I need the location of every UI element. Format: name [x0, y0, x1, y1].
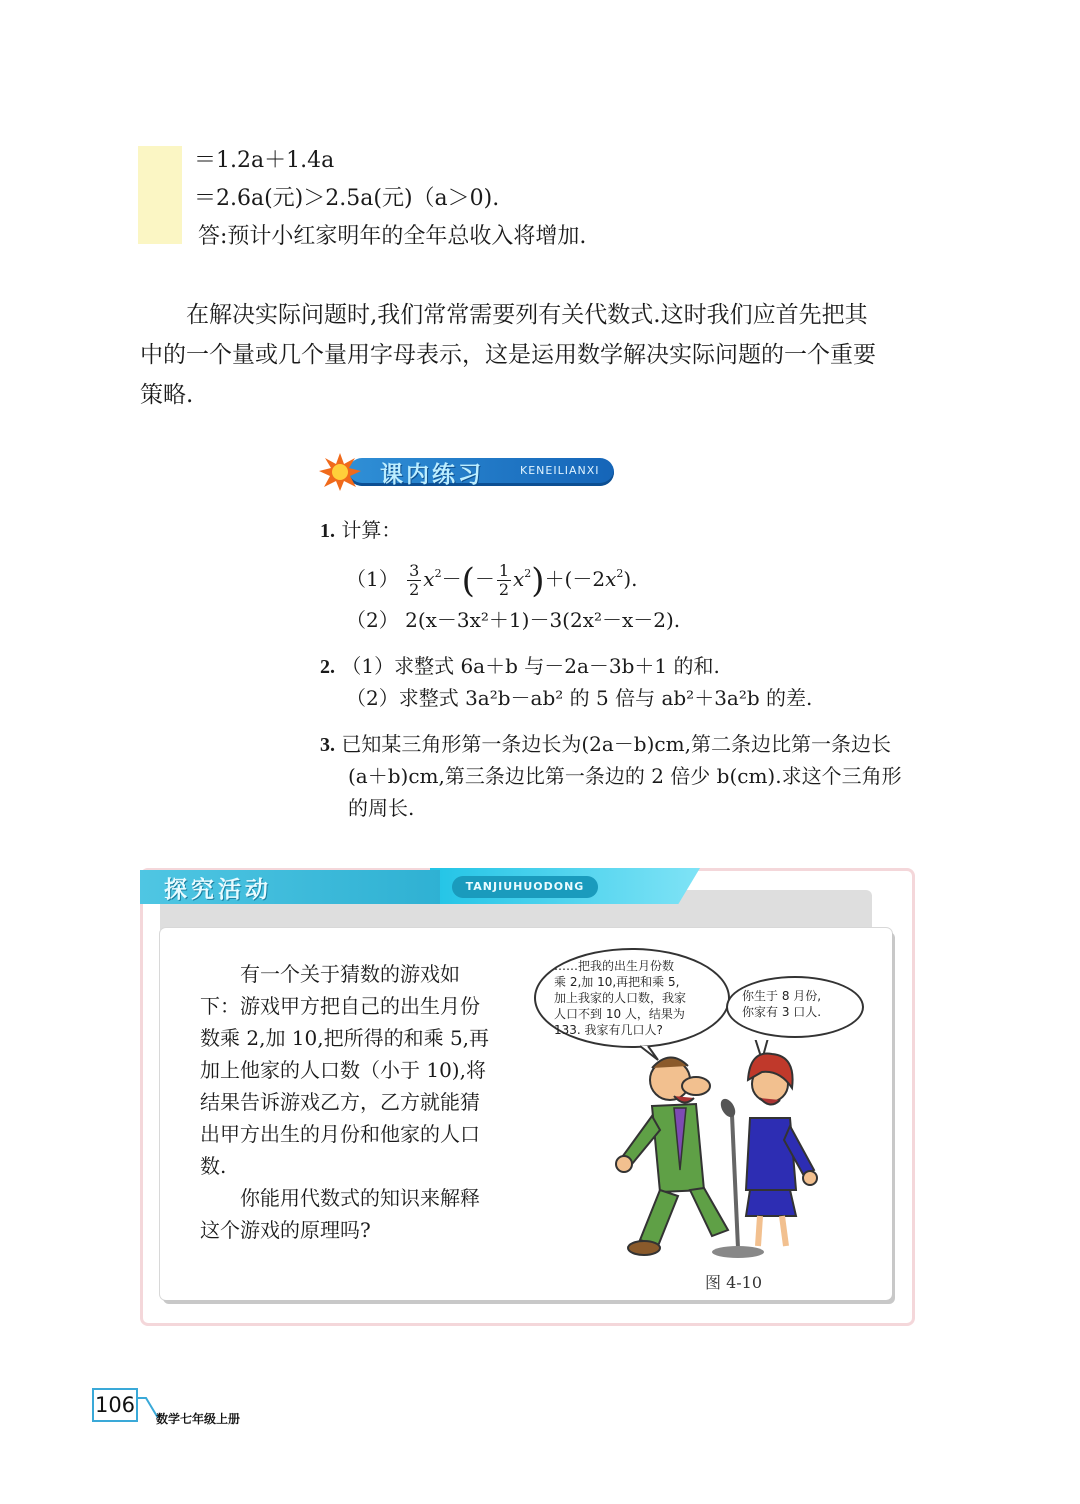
explore-subtitle: TANJIUHUODONG	[452, 876, 598, 898]
explore-title: 探究活动	[164, 877, 272, 903]
bubble-tail	[640, 1046, 658, 1060]
bubble-man-line: ……把我的出生月份数	[554, 959, 675, 973]
strategy-paragraph	[140, 295, 950, 415]
story-line: 数.	[200, 1154, 227, 1178]
book-title: 数学七年级上册	[156, 1412, 241, 1426]
question-1-part-1: （1） $\frac{3}{2}$ $x^2-(-$ $\frac{1}{2}$ $x^2)+(-2x^2)$.	[346, 561, 638, 601]
explore-banner	[140, 868, 700, 906]
question-3	[320, 728, 891, 761]
q2-part1: （1）求整式 6a＋b 与－2a－3b＋1 的和.	[341, 654, 720, 678]
woman-figure	[746, 1054, 817, 1246]
practice-title: 课内练习	[380, 462, 484, 488]
story-line: 加上他家的人口数（小于 10),将	[200, 1058, 486, 1082]
story-line: 下：游戏甲方把自己的出生月份	[200, 994, 480, 1018]
story-line: 出甲方出生的月份和他家的人口	[200, 1122, 480, 1146]
q1-part2-label: （2）	[346, 608, 399, 632]
bubble-woman-line: 你生于 8 月份,	[742, 989, 822, 1003]
page-number: 106	[92, 1388, 138, 1422]
q3-line1: 已知某三角形第一条边长为(2a－b)cm,第二条边比第一条边长	[341, 732, 891, 756]
story-line: 你能用代数式的知识来解释	[200, 1186, 480, 1210]
practice-subtitle: KENEILIANXI	[520, 464, 600, 477]
solution-answer: 答:预计小红家明年的全年总收入将增加.	[198, 224, 587, 249]
question-1-part-2	[346, 604, 680, 636]
question-2	[320, 650, 720, 683]
man-figure	[616, 1057, 728, 1255]
solution-line-2: ＝2.6a(元)＞2.5a(元)（a＞0).	[194, 186, 500, 211]
q3-line3: 的周长.	[348, 796, 415, 820]
highlight-bar	[138, 146, 182, 244]
bubble-man-line: 乘 2,加 10,再把和乘 5,	[554, 975, 680, 989]
question-3-number: 3.	[320, 734, 335, 756]
story-line: 有一个关于猜数的游戏如	[200, 962, 460, 986]
figure-caption: 图 4-10	[705, 1273, 763, 1292]
fraction-one-half: $\frac{1}{2}$	[498, 561, 510, 599]
practice-banner	[318, 452, 618, 492]
story-line: 这个游戏的原理吗?	[200, 1218, 371, 1242]
story-line: 结果告诉游戏乙方，乙方就能猜	[200, 1090, 480, 1114]
q1-part1-label: （1）	[346, 567, 399, 591]
paragraph-line-2: 中的一个量或几个量用字母表示，这是运用数学解决实际问题的一个重要	[140, 342, 876, 368]
question-1-text: 计算：	[341, 518, 402, 542]
speech-bubble-man	[534, 948, 730, 1048]
story-line: 数乘 2,加 10,把所得的和乘 5,再	[200, 1026, 490, 1050]
sun-star-icon	[318, 452, 362, 492]
q3-line2: (a＋b)cm,第三条边比第一条边的 2 倍少 b(cm).求这个三角形	[348, 764, 902, 788]
solution-line-1: ＝1.2a＋1.4a	[194, 148, 335, 173]
explore-story	[200, 958, 500, 1246]
q1-part2-text: 2(x－3x²＋1)－3(2x²－x－2).	[405, 608, 681, 632]
q2-part2: （2）求整式 3a²b－ab² 的 5 倍与 ab²＋3a²b 的差.	[346, 686, 813, 710]
speech-bubble-woman	[726, 976, 864, 1038]
question-1	[320, 514, 401, 547]
bubble-woman-line: 你家有 3 口人.	[742, 1005, 822, 1019]
bubble-man-line: 人口不到 10 人，结果为	[554, 1007, 685, 1021]
question-2-number: 2.	[320, 656, 335, 678]
paragraph-line-3: 策略.	[140, 382, 194, 408]
fraction-three-halves: $\frac{3}{2}$	[409, 561, 420, 599]
paragraph-line-1: 在解决实际问题时,我们常常需要列有关代数式.这时我们应首先把其	[186, 302, 868, 328]
bubble-man-line: 加上我家的人口数，我家	[554, 991, 687, 1005]
cartoon-illustration	[600, 1040, 830, 1270]
bubble-man-line: 133. 我家有几口人?	[554, 1023, 663, 1037]
question-1-number: 1.	[320, 520, 335, 542]
